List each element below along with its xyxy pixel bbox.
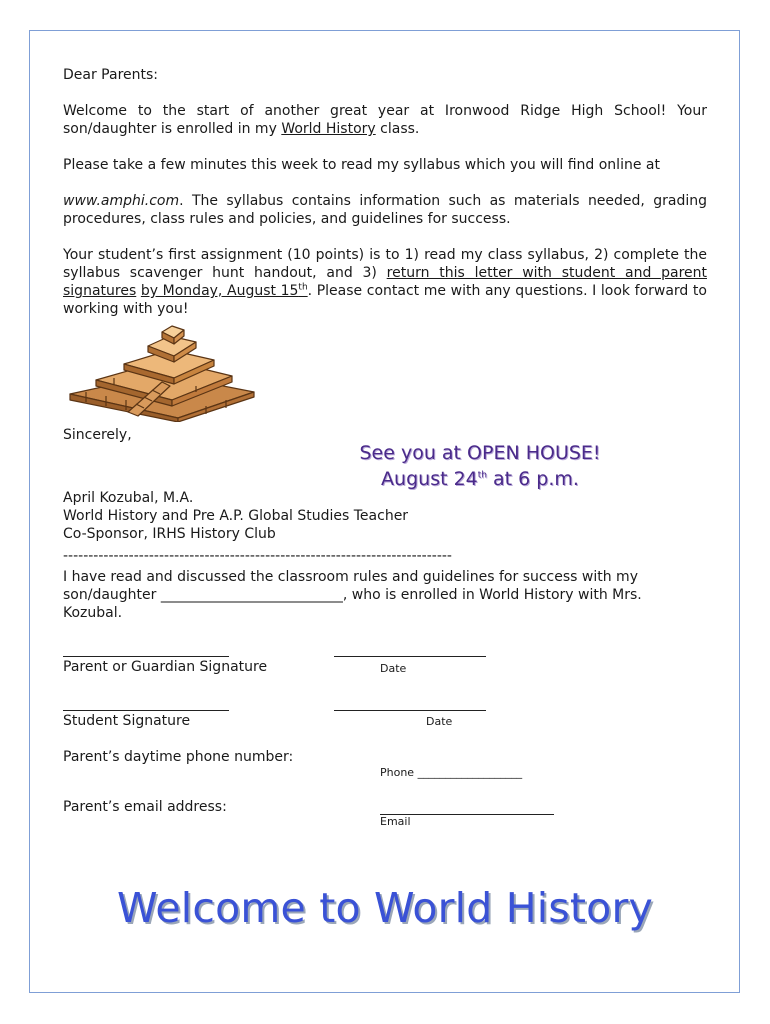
teacher-club: Co-Sponsor, IRHS History Club	[63, 526, 276, 542]
welcome-paragraph	[63, 102, 707, 138]
assignment-text-end: . Please contact me with any questions. I look forward to working with you!	[63, 283, 707, 317]
student-signature-label: Student Signature	[63, 713, 191, 729]
open-house-announcement	[340, 440, 620, 492]
welcome-text: Welcome to the start of another great year at Ironwood Ridge High School! Your son/daughter is enrolled in my	[63, 103, 707, 137]
syllabus-paragraph	[63, 192, 707, 228]
student-name-blank[interactable]: __________________________	[160, 587, 343, 603]
closing: Sincerely,	[63, 427, 132, 443]
phone-question: Parent’s daytime phone number:	[63, 749, 294, 765]
ziggurat-illustration	[66, 322, 256, 422]
parent-signature-line[interactable]	[63, 656, 229, 657]
welcome-banner: Welcome to World History	[117, 884, 653, 932]
student-signature-line[interactable]	[63, 710, 229, 711]
syllabus-paragraph-line1: Please take a few minutes this week to read my syllabus which you will find online at	[63, 157, 660, 173]
welcome-text-end: class.	[375, 121, 420, 137]
syllabus-text: . The syllabus contains information such as materials needed, grading procedures, class rules and policies, and guidelines for success.	[63, 193, 707, 227]
email-question: Parent’s email address:	[63, 799, 227, 815]
open-house-line1: See you at OPEN HOUSE!	[359, 442, 601, 464]
student-date-label: Date	[426, 715, 453, 728]
due-date: by Monday, August 15th	[140, 282, 308, 299]
return-letter-text: return this letter with student and parent signatures	[63, 265, 707, 299]
parent-date-line[interactable]	[334, 656, 486, 657]
open-house-line2: August 24th at 6 p.m.	[381, 468, 579, 490]
email-label: Email	[380, 815, 411, 828]
parent-date-label: Date	[380, 662, 407, 675]
website-link[interactable]: www.amphi.com	[63, 193, 180, 209]
teacher-name: April Kozubal, M.A.	[63, 490, 194, 506]
student-date-line[interactable]	[334, 710, 486, 711]
assignment-text: Your student’s first assignment (10 points) is to 1) read my class syllabus, 2) complete the syllabus scavenger hunt handout, and 3)	[63, 247, 707, 281]
assignment-paragraph	[63, 246, 707, 318]
parent-signature-label: Parent or Guardian Signature	[63, 659, 268, 675]
cut-line: -----------------------------------------------------------------------------	[63, 548, 452, 564]
phone-field[interactable]: Phone ___________________	[380, 766, 523, 779]
teacher-title: World History and Pre A.P. Global Studies Teacher	[63, 508, 409, 524]
class-name: World History	[281, 121, 376, 137]
greeting: Dear Parents:	[63, 67, 159, 83]
acknowledgement-paragraph: I have read and discussed the classroom rules and guidelines for success with my son/daughter __________________________, who is enrolled in World History with Mrs. Kozubal.	[63, 569, 642, 621]
